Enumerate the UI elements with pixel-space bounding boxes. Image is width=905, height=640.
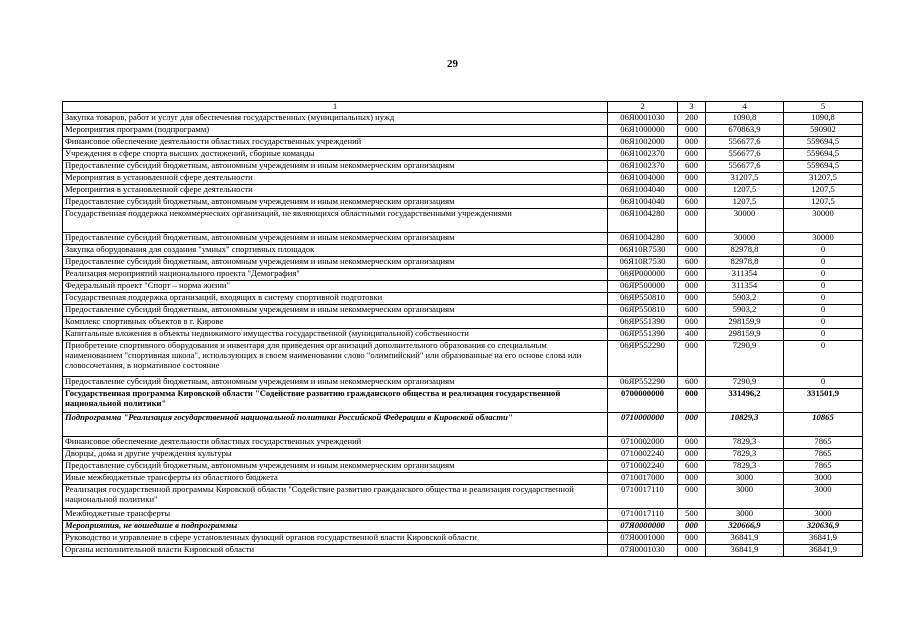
row-type-cell: 000 [678, 185, 706, 197]
row-value-1-cell: 10829,3 [706, 413, 784, 437]
row-name-cell: Дворцы, дома и другие учреждения культуры [63, 449, 608, 461]
row-value-2-cell: 559694,5 [784, 161, 863, 173]
row-code-cell: 06Я1002370 [608, 149, 678, 161]
table-row [63, 149, 863, 161]
table-row [63, 257, 863, 269]
table-row [63, 137, 863, 149]
row-value-2-cell: 30000 [784, 233, 863, 245]
row-name-cell: Мероприятия в установленной сфере деятельности [63, 173, 608, 185]
row-type-cell: 000 [678, 125, 706, 137]
row-type-cell: 600 [678, 197, 706, 209]
row-value-2-cell: 3000 [784, 485, 863, 509]
table-row [63, 545, 863, 557]
row-value-2-cell: 7865 [784, 461, 863, 473]
table-row [63, 209, 863, 233]
row-code-cell: 06Я1004000 [608, 173, 678, 185]
row-value-1-cell: 36841,9 [706, 545, 784, 557]
row-value-2-cell: 3000 [784, 509, 863, 521]
row-code-cell: 0710017110 [608, 485, 678, 509]
row-code-cell: 07Я0000000 [608, 521, 678, 533]
row-code-cell: 06Я0001030 [608, 113, 678, 125]
table-row [63, 341, 863, 377]
row-value-2-cell: 0 [784, 329, 863, 341]
table-row [63, 281, 863, 293]
row-value-1-cell: 82978,8 [706, 245, 784, 257]
row-code-cell: 06ЯP552290 [608, 377, 678, 389]
row-value-1-cell: 331496,2 [706, 389, 784, 413]
table-row [63, 413, 863, 437]
table-row [63, 233, 863, 245]
row-value-1-cell: 7829,3 [706, 449, 784, 461]
row-code-cell: 06ЯP551390 [608, 329, 678, 341]
row-type-cell: 000 [678, 545, 706, 557]
row-code-cell: 06ЯP500000 [608, 281, 678, 293]
row-value-1-cell: 7290,9 [706, 341, 784, 377]
row-value-2-cell: 590902 [784, 125, 863, 137]
row-value-2-cell: 31207,5 [784, 173, 863, 185]
table-row [63, 485, 863, 509]
row-code-cell: 07Я0001030 [608, 545, 678, 557]
row-code-cell: 06ЯP550810 [608, 305, 678, 317]
budget-table-body [63, 102, 863, 557]
table-row [63, 377, 863, 389]
table-row [63, 473, 863, 485]
row-type-cell: 000 [678, 389, 706, 413]
row-value-2-cell: 0 [784, 317, 863, 329]
row-name-cell: Мероприятия программ (подпрограмм) [63, 125, 608, 137]
row-type-cell: 000 [678, 281, 706, 293]
table-row [63, 461, 863, 473]
row-type-cell: 000 [678, 293, 706, 305]
table-row [63, 449, 863, 461]
row-type-cell: 000 [678, 473, 706, 485]
row-value-1-cell: 311354 [706, 269, 784, 281]
row-type-cell: 400 [678, 329, 706, 341]
row-value-1-cell: 1090,8 [706, 113, 784, 125]
row-type-cell: 600 [678, 161, 706, 173]
row-code-cell: 06ЯP552290 [608, 341, 678, 377]
page-number: 29 [447, 58, 458, 70]
column-header-3: 3 [678, 102, 706, 113]
table-row [63, 245, 863, 257]
row-value-1-cell: 1207,5 [706, 197, 784, 209]
row-value-1-cell: 7829,3 [706, 461, 784, 473]
row-name-cell: Финансовое обеспечение деятельности областных государственных учреждений [63, 137, 608, 149]
row-name-cell: Государственная поддержка некоммерческих организаций, не являющихся областными государственными учреждениями [63, 209, 608, 233]
row-value-2-cell: 0 [784, 245, 863, 257]
row-type-cell: 600 [678, 377, 706, 389]
row-name-cell: Закупка оборудования для создания "умных" спортивных площадок [63, 245, 608, 257]
row-value-1-cell: 3000 [706, 509, 784, 521]
row-code-cell: 06Я1004040 [608, 197, 678, 209]
row-type-cell: 000 [678, 149, 706, 161]
row-name-cell: Мероприятия, не вошедшие в подпрограммы [63, 521, 608, 533]
row-value-1-cell: 30000 [706, 209, 784, 233]
row-value-2-cell: 36841,9 [784, 545, 863, 557]
row-value-1-cell: 556677,6 [706, 161, 784, 173]
table-row [63, 329, 863, 341]
row-name-cell: Федеральный проект "Спорт – норма жизни" [63, 281, 608, 293]
row-value-2-cell: 30000 [784, 209, 863, 233]
table-row [63, 113, 863, 125]
row-value-1-cell: 31207,5 [706, 173, 784, 185]
row-value-2-cell: 331501,9 [784, 389, 863, 413]
row-value-2-cell: 7865 [784, 437, 863, 449]
row-name-cell: Финансовое обеспечение деятельности областных государственных учреждений [63, 437, 608, 449]
column-header-1: 1 [63, 102, 608, 113]
row-value-1-cell: 5903,2 [706, 293, 784, 305]
table-row [63, 305, 863, 317]
row-type-cell: 000 [678, 245, 706, 257]
row-code-cell: 0710017000 [608, 473, 678, 485]
row-value-2-cell: 1090,8 [784, 113, 863, 125]
row-name-cell: Руководство и управление в сфере установленных функций органов государственной власти Кировской области [63, 533, 608, 545]
row-value-1-cell: 311354 [706, 281, 784, 293]
row-name-cell: Предоставление субсидий бюджетным, автономным учреждениям и иным некоммерческим организациям [63, 161, 608, 173]
row-value-1-cell: 7290,9 [706, 377, 784, 389]
row-name-cell: Мероприятия в установленной сфере деятельности [63, 185, 608, 197]
row-type-cell: 000 [678, 449, 706, 461]
row-name-cell: Предоставление субсидий бюджетным, автономным учреждениям и иным некоммерческим организациям [63, 197, 608, 209]
row-name-cell: Капитальные вложения в объекты недвижимого имущества государственной (муниципальной) собственности [63, 329, 608, 341]
row-value-2-cell: 559694,5 [784, 149, 863, 161]
row-code-cell: 06ЯP000000 [608, 269, 678, 281]
table-row [63, 197, 863, 209]
row-value-2-cell: 0 [784, 341, 863, 377]
table-row [63, 521, 863, 533]
row-value-1-cell: 1207,5 [706, 185, 784, 197]
row-name-cell: Иные межбюджетные трансферты из областного бюджета [63, 473, 608, 485]
row-type-cell: 600 [678, 305, 706, 317]
row-name-cell: Комплекс спортивных объектов в г. Кирове [63, 317, 608, 329]
row-value-1-cell: 556677,6 [706, 137, 784, 149]
row-value-1-cell: 298159,9 [706, 329, 784, 341]
row-name-cell: Предоставление субсидий бюджетным, автономным учреждениям и иным некоммерческим организациям [63, 461, 608, 473]
row-value-2-cell: 0 [784, 293, 863, 305]
table-row [63, 125, 863, 137]
row-code-cell: 06ЯP551390 [608, 317, 678, 329]
budget-table [62, 101, 863, 557]
row-value-2-cell: 3000 [784, 473, 863, 485]
row-name-cell: Реализация государственной программы Кировской области "Содействие развитию гражданского общества и реализация государственной национальной политики" [63, 485, 608, 509]
row-value-2-cell: 10865 [784, 413, 863, 437]
column-header-5: 5 [784, 102, 863, 113]
row-type-cell: 000 [678, 521, 706, 533]
row-value-2-cell: 7865 [784, 449, 863, 461]
row-code-cell: 0710000000 [608, 413, 678, 437]
row-name-cell: Подпрограмма "Реализация государственной национальной политики Российской Федерации в Кировской области" [63, 413, 608, 437]
row-name-cell: Государственная программа Кировской области "Содействие развитию гражданского общества и реализация государственной национальной политики" [63, 389, 608, 413]
row-code-cell: 0710002240 [608, 461, 678, 473]
row-type-cell: 200 [678, 113, 706, 125]
row-type-cell: 000 [678, 137, 706, 149]
row-value-2-cell: 559694,5 [784, 137, 863, 149]
row-type-cell: 000 [678, 209, 706, 233]
table-row [63, 509, 863, 521]
row-value-1-cell: 5903,2 [706, 305, 784, 317]
row-type-cell: 000 [678, 437, 706, 449]
row-value-1-cell: 36841,9 [706, 533, 784, 545]
table-row [63, 185, 863, 197]
row-type-cell: 000 [678, 485, 706, 509]
table-row [63, 269, 863, 281]
table-row [63, 293, 863, 305]
row-value-1-cell: 556677,6 [706, 149, 784, 161]
table-header-row [63, 102, 863, 113]
row-value-2-cell: 0 [784, 269, 863, 281]
row-name-cell: Закупка товаров, работ и услуг для обеспечения государственных (муниципальных) нужд [63, 113, 608, 125]
row-name-cell: Предоставление субсидий бюджетным, автономным учреждениям и иным некоммерческим организациям [63, 233, 608, 245]
row-type-cell: 000 [678, 173, 706, 185]
row-name-cell: Предоставление субсидий бюджетным, автономным учреждениям и иным некоммерческим организациям [63, 377, 608, 389]
row-value-1-cell: 82978,8 [706, 257, 784, 269]
row-name-cell: Органы исполнительной власти Кировской области [63, 545, 608, 557]
row-value-2-cell: 0 [784, 377, 863, 389]
row-type-cell: 000 [678, 317, 706, 329]
column-header-2: 2 [608, 102, 678, 113]
row-code-cell: 06ЯP550810 [608, 293, 678, 305]
row-code-cell: 0710002000 [608, 437, 678, 449]
row-value-2-cell: 1207,5 [784, 185, 863, 197]
row-code-cell: 06Я10R7530 [608, 257, 678, 269]
row-name-cell: Государственная поддержка организаций, входящих в систему спортивной подготовки [63, 293, 608, 305]
row-code-cell: 06Я1000000 [608, 125, 678, 137]
row-code-cell: 07Я0001000 [608, 533, 678, 545]
row-value-1-cell: 7829,3 [706, 437, 784, 449]
row-code-cell: 0710017110 [608, 509, 678, 521]
row-value-1-cell: 670863,9 [706, 125, 784, 137]
row-type-cell: 000 [678, 413, 706, 437]
row-type-cell: 500 [678, 509, 706, 521]
row-code-cell: 06Я1004280 [608, 209, 678, 233]
row-value-2-cell: 0 [784, 257, 863, 269]
table-row [63, 173, 863, 185]
table-row [63, 533, 863, 545]
row-type-cell: 600 [678, 257, 706, 269]
row-value-1-cell: 3000 [706, 485, 784, 509]
table-row [63, 437, 863, 449]
row-type-cell: 000 [678, 533, 706, 545]
row-name-cell: Предоставление субсидий бюджетным, автономным учреждениям и иным некоммерческим организациям [63, 257, 608, 269]
row-value-2-cell: 1207,5 [784, 197, 863, 209]
row-code-cell: 06Я1002370 [608, 161, 678, 173]
row-value-2-cell: 0 [784, 281, 863, 293]
row-code-cell: 06Я1004280 [608, 233, 678, 245]
row-value-2-cell: 36841,9 [784, 533, 863, 545]
row-value-2-cell: 320636,9 [784, 521, 863, 533]
row-name-cell: Реализация мероприятий национального проекта "Демография" [63, 269, 608, 281]
row-type-cell: 600 [678, 461, 706, 473]
row-code-cell: 06Я10R7530 [608, 245, 678, 257]
row-value-2-cell: 0 [784, 305, 863, 317]
row-value-1-cell: 320666,9 [706, 521, 784, 533]
row-code-cell: 0710002240 [608, 449, 678, 461]
row-value-1-cell: 3000 [706, 473, 784, 485]
row-code-cell: 06Я1004040 [608, 185, 678, 197]
row-code-cell: 06Я1002000 [608, 137, 678, 149]
table-row [63, 161, 863, 173]
table-row [63, 317, 863, 329]
row-name-cell: Предоставление субсидий бюджетным, автономным учреждениям и иным некоммерческим организациям [63, 305, 608, 317]
table-row [63, 389, 863, 413]
row-code-cell: 0700000000 [608, 389, 678, 413]
row-type-cell: 600 [678, 233, 706, 245]
row-name-cell: Приобретение спортивного оборудования и инвентаря для приведения организаций дополнительного образования со специальным наименованием "спортивная школа", использующих в своем наименовании слово "олимпийский" или образованные на его основе слова или словосочетания, в нормативное состояние [63, 341, 608, 377]
row-name-cell: Учреждения в сфере спорта высших достижений, сборные команды [63, 149, 608, 161]
column-header-4: 4 [706, 102, 784, 113]
row-name-cell: Межбюджетные трансферты [63, 509, 608, 521]
row-value-1-cell: 298159,9 [706, 317, 784, 329]
row-type-cell: 000 [678, 269, 706, 281]
row-value-1-cell: 30000 [706, 233, 784, 245]
row-type-cell: 000 [678, 341, 706, 377]
